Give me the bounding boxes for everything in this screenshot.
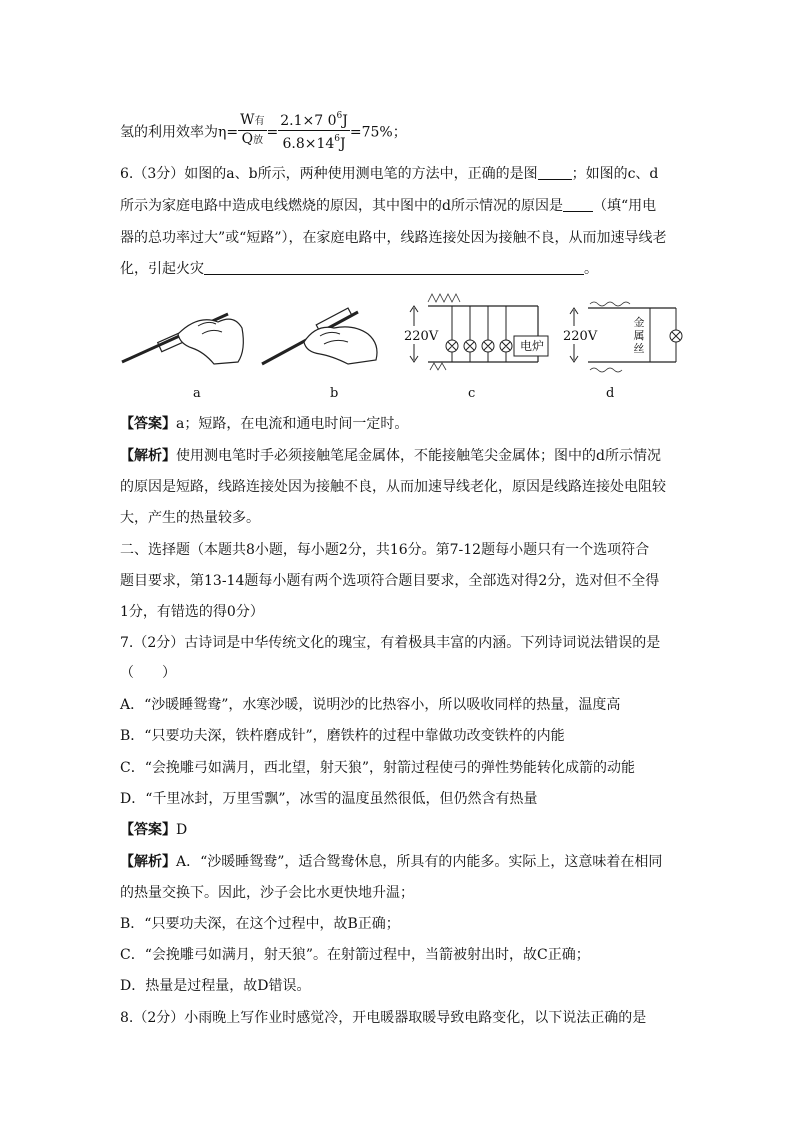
q6-answer: 【答案】a；短路，在电流和通电时间一定时。 (120, 416, 409, 432)
efficiency-result: =75%； (349, 124, 407, 141)
answer-blank-2[interactable] (563, 196, 593, 212)
q7-option-c: C．“会挽雕弓如满月，西北望，射天狼”，射箭过程使弓的弹性势能转化成箭的动能 (120, 760, 636, 776)
section2-line-2: 题目要求，第13-14题每小题有两个选项符合题目要求，全部选对得2分，选对但不全得 (120, 573, 660, 589)
answer-blank-1[interactable] (538, 164, 572, 180)
figure-label-b: b (330, 386, 339, 401)
efficiency-formula: 氢的利用效率为η= $\frac{\text{W有}}{\text{Q放}}$ = $\frac{2.1\times 7 0^6J}{6.8\times 14^6J}$ =75%； (120, 110, 407, 155)
q7-option-a: A．“沙暖睡鸳鸯”，水寒沙暖，说明沙的比热容小，所以吸收同样的热量，温度高 (120, 697, 621, 713)
q6-analysis-1: 【解析】使用测电笔时手必须接触笔尾金属体，不能接触笔尖金属体；图中的d所示情况 (120, 448, 661, 464)
q7-analysis-c: C．“会挽雕弓如满月，射天狼”。在射箭过程中，当箭被射出时，故C正确； (120, 947, 590, 963)
q7-analysis-a1: 【解析】A．“沙暖睡鸳鸯”，适合鸳鸯休息，所具有的内能多。实际上，这意味着在相同 (120, 854, 663, 870)
q7-answer: 【答案】D (120, 822, 188, 838)
figure-label-c: c (468, 386, 476, 401)
answer-tag: 【答案】 (120, 416, 176, 432)
section2-line-3: 1分，有错选的得0分） (120, 604, 264, 620)
metal-wire-label: 金 属 丝 (633, 316, 645, 355)
q7-option-b: B．“只要功夫深，铁杵磨成针”，磨铁杵的过程中靠做功改变铁杵的内能 (120, 728, 565, 744)
q6-line-2: 所示为家庭电路中造成电线燃烧的原因，其中图中的d所示情况的原因是 （填“用电 (120, 198, 657, 214)
figure-label-a: a (193, 386, 201, 401)
q7-analysis-a2: 的热量交换下。因此，沙子会比水更快地升温； (120, 885, 414, 901)
q8-stem: 8.（2分）小雨晚上写作业时感觉冷，开电暖器取暖导致电路变化，以下说法正确的是 (120, 1010, 647, 1026)
q6-analysis-3: 大，产生的热量较多。 (120, 510, 260, 526)
voltage-label-d: 220V (563, 329, 598, 344)
q6-line-1: 6.（3分）如图的a、b所示，两种使用测电笔的方法中，正确的是图 ；如图的c、d (120, 166, 659, 182)
figure-a-tester-hand (118, 294, 248, 374)
q6-analysis-2: 的原因是短路，线路连接处因为接触不良，从而加速导线老化，原因是线路连接处电阻较 (120, 479, 666, 495)
section2-line-1: 二、选择题（本题共8小题，每小题2分，共16分。第7-12题每小题只有一个选项符合 (120, 542, 650, 558)
q6-line-3: 器的总功率过大”或“短路”），在家庭电路中，线路连接处因为接触不良，从而加速导线老 (120, 230, 667, 246)
fraction-w-over-q: $\frac{\text{W有}}{\text{Q放}}$ (240, 112, 265, 147)
q7-stem-1: 7.（2分）古诗词是中华传统文化的瑰宝，有着极具丰富的内涵。下列诗词说法错误的是 (120, 635, 661, 651)
q7-analysis-d: D．热量是过程量，故D错误。 (120, 978, 311, 994)
q7-option-d: D．“千里冰封，万里雪飘”，冰雪的温度虽然很低，但仍然含有热量 (120, 791, 538, 807)
q7-stem-2: （ ） (120, 665, 176, 681)
figure-label-d: d (606, 386, 615, 401)
q7-analysis-b: B．“只要功夫深，在这个过程中，故B正确； (120, 916, 400, 932)
efficiency-prefix: 氢的利用效率为η= (120, 124, 239, 141)
figure-b-tester-hand (258, 294, 383, 374)
answer-blank-3[interactable] (204, 259, 584, 275)
voltage-label-c: 220V (404, 329, 439, 344)
q6-line-4: 化，引起火灾 。 (120, 261, 598, 277)
analysis-tag: 【解析】 (120, 854, 176, 870)
answer-tag: 【答案】 (120, 822, 176, 838)
fraction-values: $\frac{2.1\times 7 0^6J}{6.8\times 14^6J}$ (278, 108, 350, 153)
stove-label: 电炉 (519, 339, 544, 353)
analysis-tag: 【解析】 (120, 448, 176, 464)
